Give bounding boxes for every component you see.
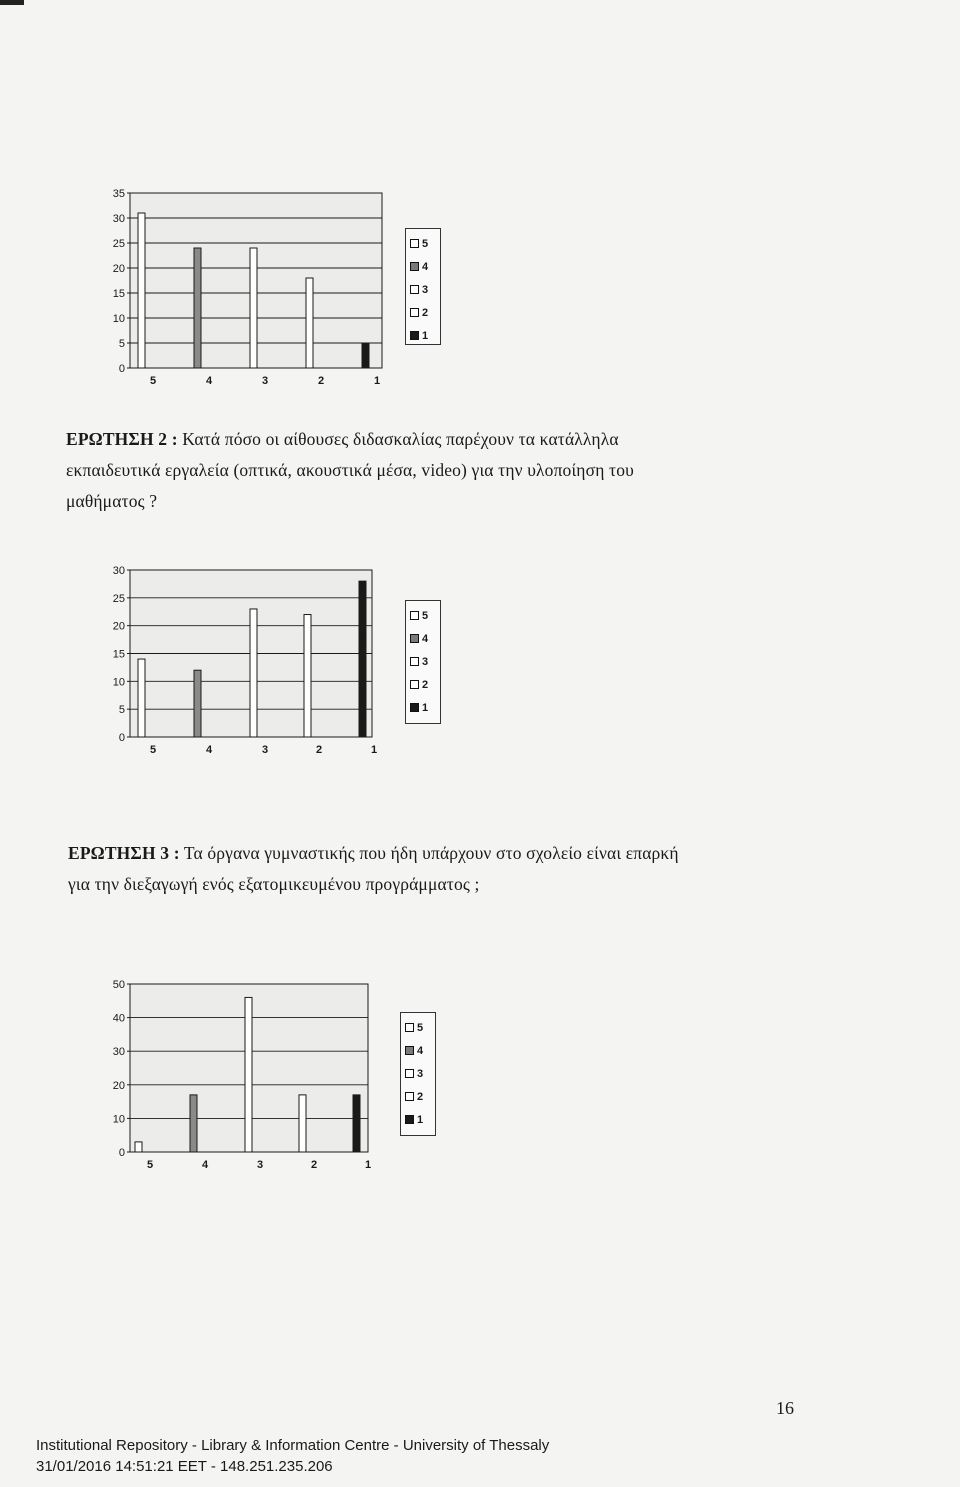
bar [362, 343, 369, 368]
bar [138, 659, 145, 737]
y-tick-label: 10 [112, 313, 125, 325]
chart-question-2 [100, 562, 390, 772]
y-tick-label: 40 [112, 1012, 125, 1025]
x-tick-label: 5 [146, 1159, 154, 1171]
legend-label: 2 [417, 1090, 424, 1103]
legend-swatch [405, 1046, 414, 1055]
legend-item [410, 696, 436, 719]
y-tick-label: 30 [112, 213, 125, 225]
bar [353, 1095, 360, 1152]
legend-item [410, 278, 436, 301]
question-2-text: Κατά πόσο οι αίθουσες διδασκαλίας παρέχουν τα κατάλληλα [182, 429, 619, 449]
legend-label: 1 [417, 1113, 424, 1126]
bar [194, 670, 201, 737]
legend-label: 3 [417, 1067, 424, 1080]
legend-swatch [410, 308, 419, 317]
question-2-line-1 [66, 424, 916, 455]
repository-footer [36, 1435, 549, 1477]
legend-item [410, 301, 436, 324]
y-tick-label: 25 [112, 592, 125, 605]
legend-label: 4 [422, 632, 429, 645]
legend-label: 1 [422, 701, 429, 714]
footer-line-1: Institutional Repository - Library & Information Centre - University of Thessaly [36, 1437, 550, 1454]
x-tick-label: 1 [364, 1159, 372, 1171]
question-2-line-3: μαθήματος ? [66, 491, 158, 511]
y-tick-label: 10 [112, 1113, 125, 1126]
y-tick-label: 20 [112, 263, 125, 275]
legend-label: 2 [422, 306, 429, 319]
x-tick-label: 3 [261, 375, 269, 387]
legend-swatch [410, 703, 419, 712]
legend-item [410, 673, 436, 696]
legend-swatch [410, 239, 419, 248]
x-tick-label: 2 [317, 375, 325, 387]
legend-item [410, 650, 436, 673]
legend-item [410, 627, 436, 650]
legend-label: 1 [422, 329, 429, 342]
bar [135, 1142, 142, 1152]
legend-label: 5 [422, 237, 429, 250]
x-tick-label: 1 [370, 744, 378, 756]
x-tick-label: 3 [256, 1159, 264, 1171]
legend-item [405, 1108, 431, 1131]
x-tick-label: 2 [315, 744, 323, 756]
y-tick-label: 10 [112, 676, 125, 689]
legend-label: 5 [417, 1021, 424, 1034]
bar [245, 997, 252, 1152]
legend-swatch [405, 1069, 414, 1078]
x-tick-label: 1 [373, 375, 381, 387]
legend-label: 4 [422, 260, 429, 273]
question-2-line-2: εκπαιδευτικά εργαλεία (οπτικά, ακουστικά μέσα, video) για την υλοποίηση του [66, 460, 634, 480]
x-tick-label: 3 [261, 744, 269, 756]
legend-label: 5 [422, 609, 429, 622]
page-number: 16 [776, 1398, 794, 1418]
y-tick-label: 5 [118, 704, 125, 717]
page-corner-mark [0, 0, 24, 5]
legend-item [405, 1062, 431, 1085]
y-tick-label: 5 [118, 338, 125, 350]
x-tick-label: 5 [149, 744, 157, 756]
legend-swatch [410, 611, 419, 620]
chart-legend [405, 600, 441, 724]
y-tick-label: 0 [118, 363, 125, 375]
legend-label: 3 [422, 655, 429, 668]
bar [250, 248, 257, 368]
legend-swatch [405, 1092, 414, 1101]
question-2 [66, 424, 916, 517]
question-3-line-1 [68, 838, 918, 869]
legend-swatch [410, 680, 419, 689]
bar [250, 609, 257, 737]
legend-item [405, 1039, 431, 1062]
question-3-label: ΕΡΩΤΗΣΗ 3 : [68, 843, 180, 863]
y-tick-label: 0 [118, 732, 125, 744]
legend-item [405, 1016, 431, 1039]
x-tick-label: 5 [149, 375, 157, 387]
legend-item [405, 1085, 431, 1108]
y-tick-label: 30 [112, 1046, 125, 1059]
legend-swatch [410, 657, 419, 666]
x-tick-label: 4 [201, 1159, 209, 1171]
legend-swatch [410, 331, 419, 340]
y-tick-label: 15 [112, 648, 125, 661]
bar [359, 581, 366, 737]
bar [299, 1095, 306, 1152]
legend-item [410, 255, 436, 278]
legend-item [410, 324, 436, 347]
legend-swatch [410, 262, 419, 271]
legend-item [410, 604, 436, 627]
legend-label: 2 [422, 678, 429, 691]
legend-label: 3 [422, 283, 429, 296]
bar [194, 248, 201, 368]
legend-item [410, 232, 436, 255]
chart-question-1 [100, 185, 390, 395]
question-2-label: ΕΡΩΤΗΣΗ 2 : [66, 429, 178, 449]
bar [306, 278, 313, 368]
y-tick-label: 20 [112, 1079, 125, 1092]
legend-swatch [405, 1115, 414, 1124]
bar [190, 1095, 197, 1152]
y-tick-label: 35 [112, 188, 125, 200]
y-tick-label: 25 [112, 238, 125, 250]
y-tick-label: 20 [112, 620, 125, 633]
legend-swatch [405, 1023, 414, 1032]
chart-legend [400, 1012, 436, 1136]
question-3-text: Τα όργανα γυμναστικής που ήδη υπάρχουν στο σχολείο είναι επαρκή [183, 843, 679, 863]
legend-swatch [410, 285, 419, 294]
chart-legend [405, 228, 441, 345]
chart-question-3 [100, 972, 390, 1182]
x-tick-label: 4 [205, 744, 213, 756]
question-3 [68, 838, 918, 900]
y-tick-label: 30 [112, 565, 125, 577]
x-tick-label: 2 [310, 1159, 318, 1171]
footer-line-2: 31/01/2016 14:51:21 EET - 148.251.235.206 [36, 1458, 333, 1475]
x-tick-label: 4 [205, 375, 213, 387]
legend-swatch [410, 634, 419, 643]
legend-label: 4 [417, 1044, 424, 1057]
y-tick-label: 0 [118, 1147, 125, 1159]
question-3-line-2: για την διεξαγωγή ενός εξατομικευμένου προγράμματος ; [68, 874, 480, 894]
bar [304, 615, 311, 737]
y-tick-label: 50 [112, 979, 125, 991]
y-tick-label: 15 [112, 288, 125, 300]
bar [138, 213, 145, 368]
